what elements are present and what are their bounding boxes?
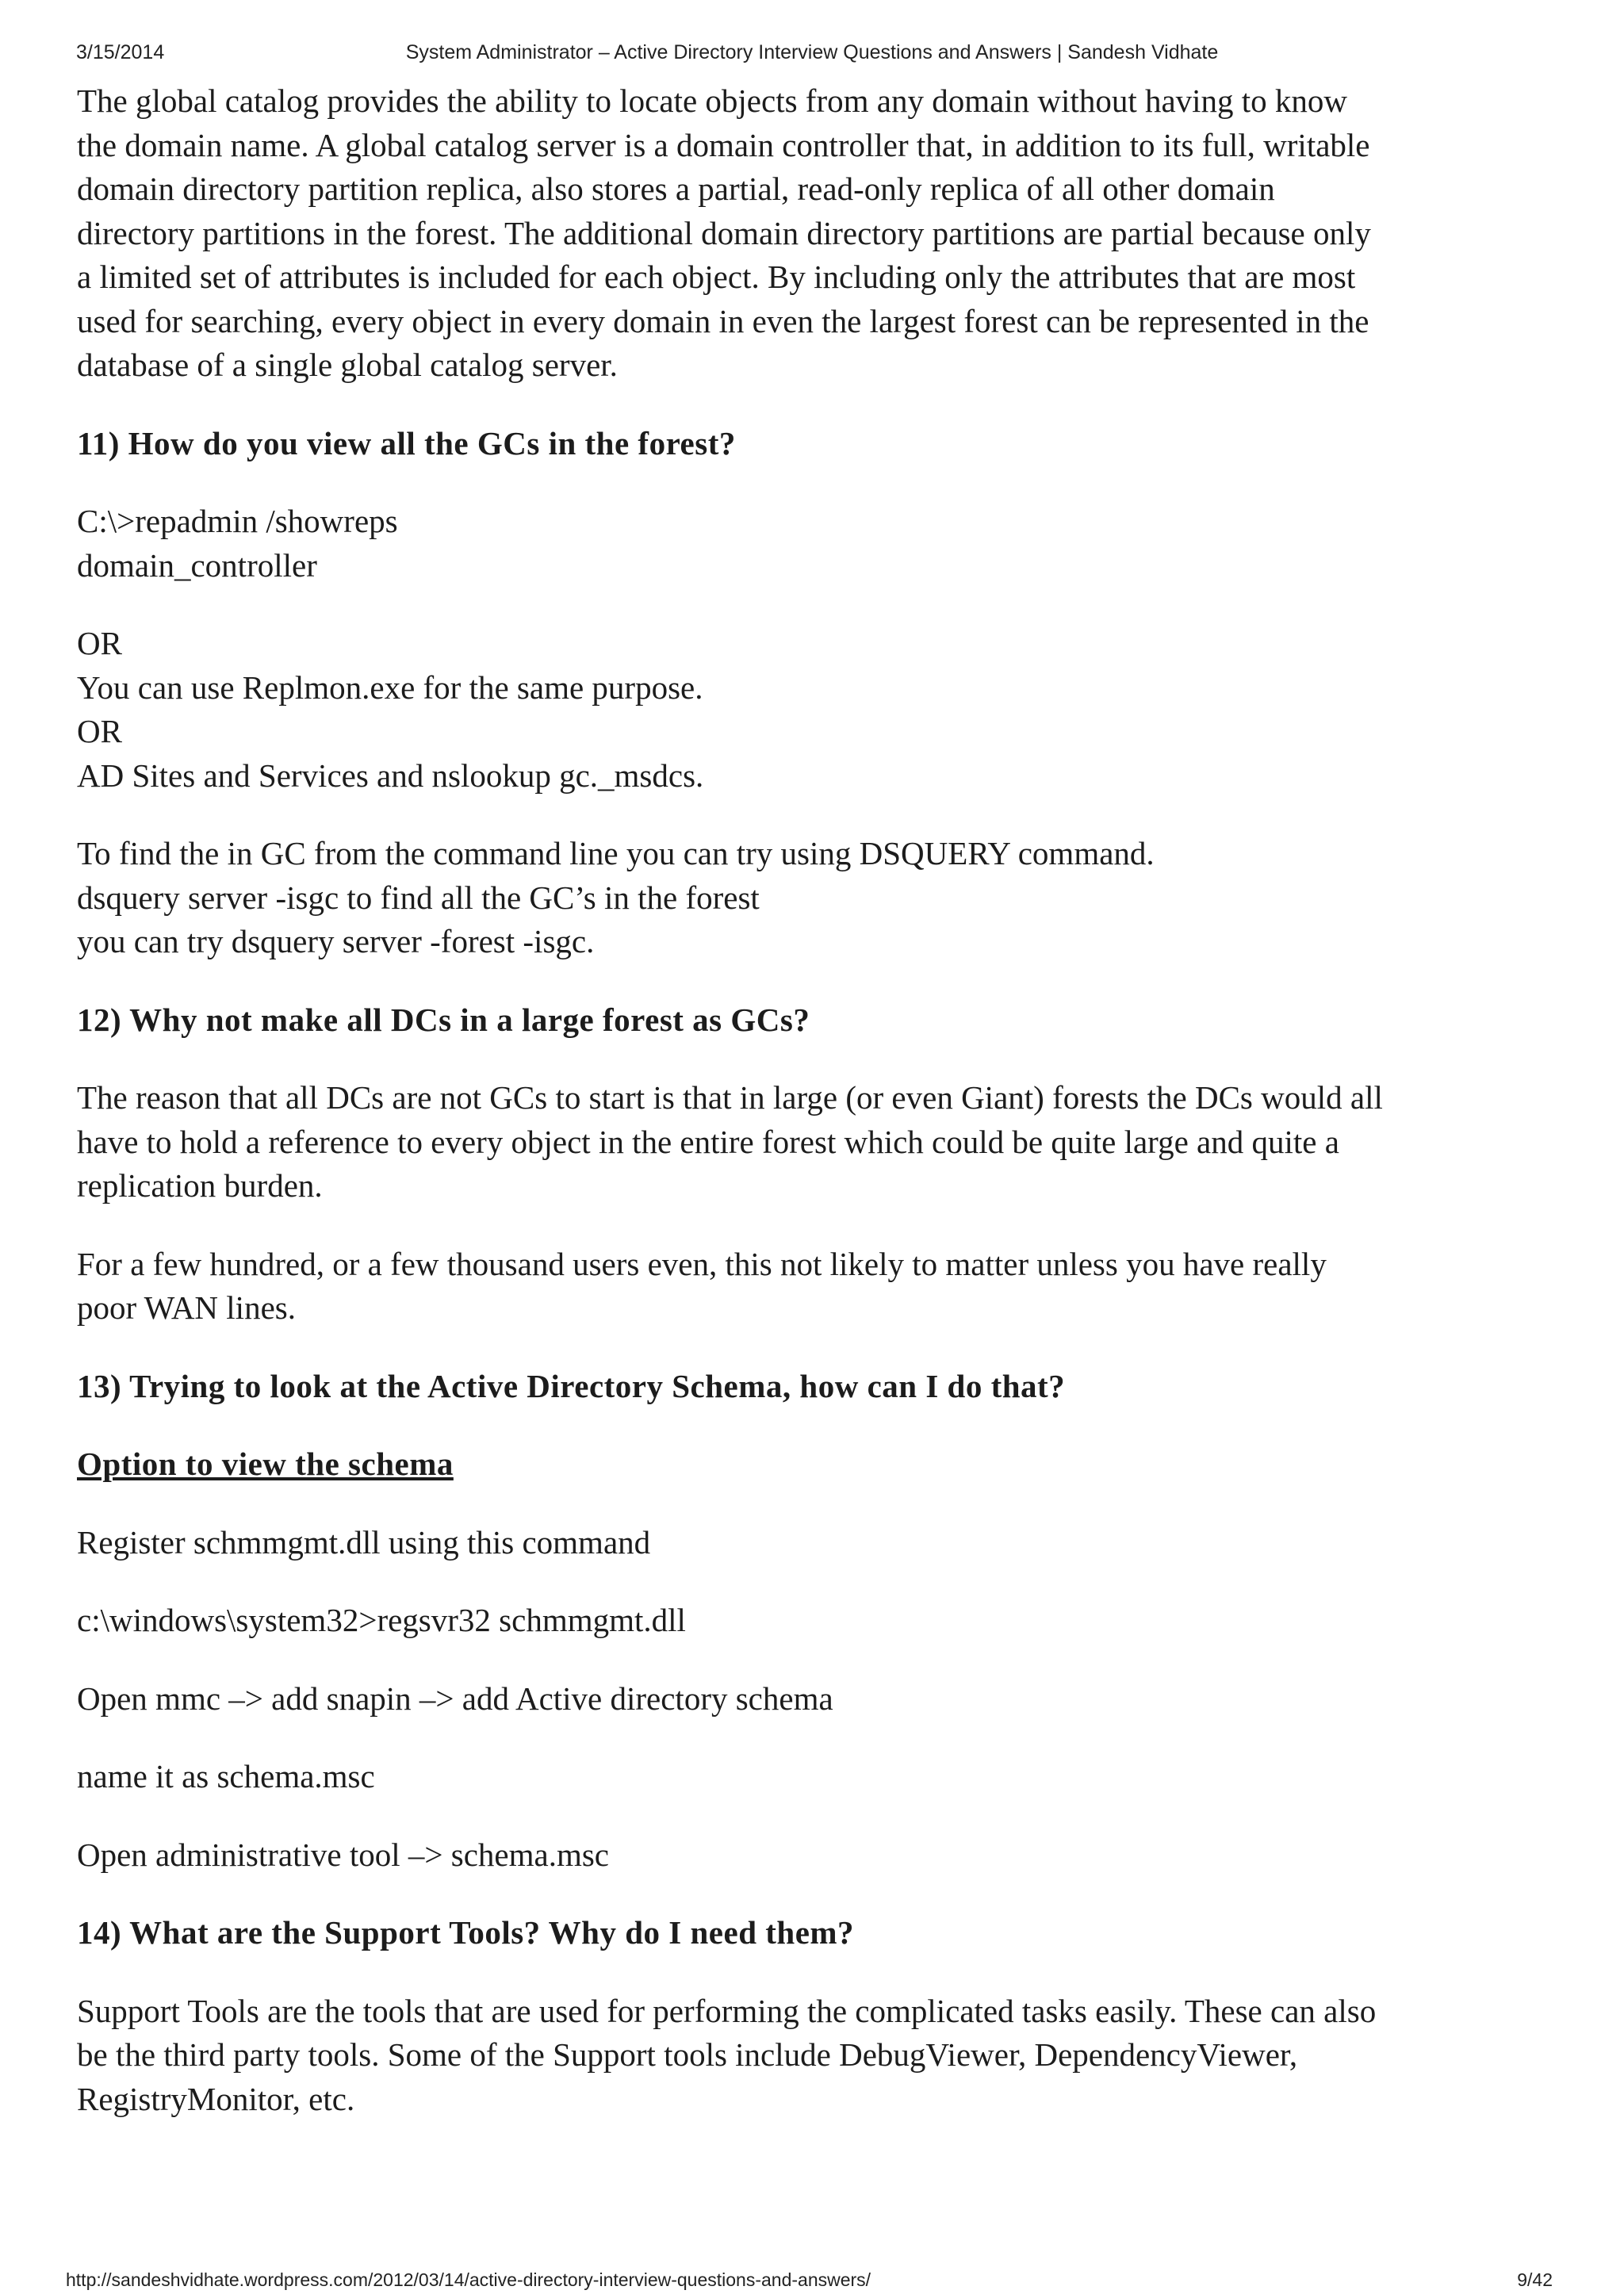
step-line: name it as schema.msc bbox=[77, 1758, 375, 1794]
text-line: directory partitions in the forest. The additional domain directory partitions are partial because only bbox=[77, 214, 1371, 251]
article-body bbox=[77, 79, 1568, 2121]
dsquery-paragraph bbox=[77, 832, 1568, 964]
question-heading-14: 14) What are the Support Tools? Why do I need them? bbox=[77, 1914, 855, 1951]
text-line: OR bbox=[77, 713, 122, 749]
text-line: OR bbox=[77, 625, 122, 661]
text-line: To find the in GC from the command line you can try using DSQUERY command. bbox=[77, 835, 1155, 871]
page-number: 9/42 bbox=[1517, 2269, 1553, 2290]
text-line: Support Tools are the tools that are used for performing the complicated tasks easily. These can also bbox=[77, 1992, 1377, 2029]
print-header bbox=[0, 41, 1624, 73]
step-line: c:\windows\system32>regsvr32 schmmgmt.dll bbox=[77, 1602, 686, 1638]
text-line: The reason that all DCs are not GCs to start is that in large (or even Giant) forests the DCs would all bbox=[77, 1079, 1383, 1116]
answer-paragraph bbox=[77, 1076, 1568, 1208]
text-line: domain directory partition replica, also stores a partial, read-only replica of all other domain bbox=[77, 170, 1275, 207]
text-line: replication burden. bbox=[77, 1167, 323, 1204]
text-line: RegistryMonitor, etc. bbox=[77, 2080, 355, 2117]
page-url: http://sandeshvidhate.wordpress.com/2012/03/14/active-directory-interview-questions-and-answers/ bbox=[66, 2269, 871, 2290]
question-heading-11: 11) How do you view all the GCs in the forest? bbox=[77, 424, 736, 461]
answer-paragraph bbox=[77, 1243, 1568, 1331]
subheading: Option to view the schema bbox=[77, 1446, 454, 1482]
text-line: a limited set of attributes is included for each object. By including only the attributes that are most bbox=[77, 259, 1356, 295]
intro-paragraph bbox=[77, 79, 1568, 388]
page-title: System Administrator – Active Directory Interview Questions and Answers | Sandesh Vidhate bbox=[405, 41, 1219, 63]
text-line: You can use Replmon.exe for the same purpose. bbox=[77, 668, 703, 706]
step-line: Register schmmgmt.dll using this command bbox=[77, 1523, 651, 1561]
answer-paragraph bbox=[77, 1990, 1568, 2122]
question-heading-13: 13) Trying to look at the Active Directory Schema, how can I do that? bbox=[77, 1367, 1066, 1404]
step-line: Open mmc –> add snapin –> add Active directory schema bbox=[77, 1679, 833, 1717]
text-line: be the third party tools. Some of the Support tools include DebugViewer, DependencyViewer, bbox=[77, 2036, 1298, 2073]
print-date: 3/15/2014 bbox=[76, 41, 165, 63]
command-block bbox=[77, 500, 1568, 588]
text-line: poor WAN lines. bbox=[77, 1289, 296, 1326]
alternatives-block bbox=[77, 622, 1568, 798]
text-line: AD Sites and Services and nslookup gc._msdcs. bbox=[77, 756, 704, 794]
text-line: database of a single global catalog server. bbox=[77, 347, 618, 383]
text-line: C:\>repadmin /showreps bbox=[77, 503, 398, 539]
text-line: dsquery server -isgc to find all the GC’s in the forest bbox=[77, 879, 760, 916]
text-line: the domain name. A global catalog server is a domain controller that, in addition to its full, writable bbox=[77, 126, 1370, 163]
text-line: have to hold a reference to every object in the entire forest which could be quite large and quite a bbox=[77, 1123, 1339, 1160]
text-line: used for searching, every object in every domain in even the largest forest can be represented in the bbox=[77, 302, 1369, 339]
print-footer bbox=[0, 2269, 1624, 2293]
step-line: Open administrative tool –> schema.msc bbox=[77, 1836, 609, 1873]
question-heading-12: 12) Why not make all DCs in a large forest as GCs? bbox=[77, 1001, 810, 1038]
text-line: For a few hundred, or a few thousand users even, this not likely to matter unless you have really bbox=[77, 1245, 1327, 1282]
text-line: The global catalog provides the ability to locate objects from any domain without having to know bbox=[77, 82, 1348, 119]
text-line: domain_controller bbox=[77, 546, 317, 584]
text-line: you can try dsquery server -forest -isgc. bbox=[77, 923, 595, 959]
